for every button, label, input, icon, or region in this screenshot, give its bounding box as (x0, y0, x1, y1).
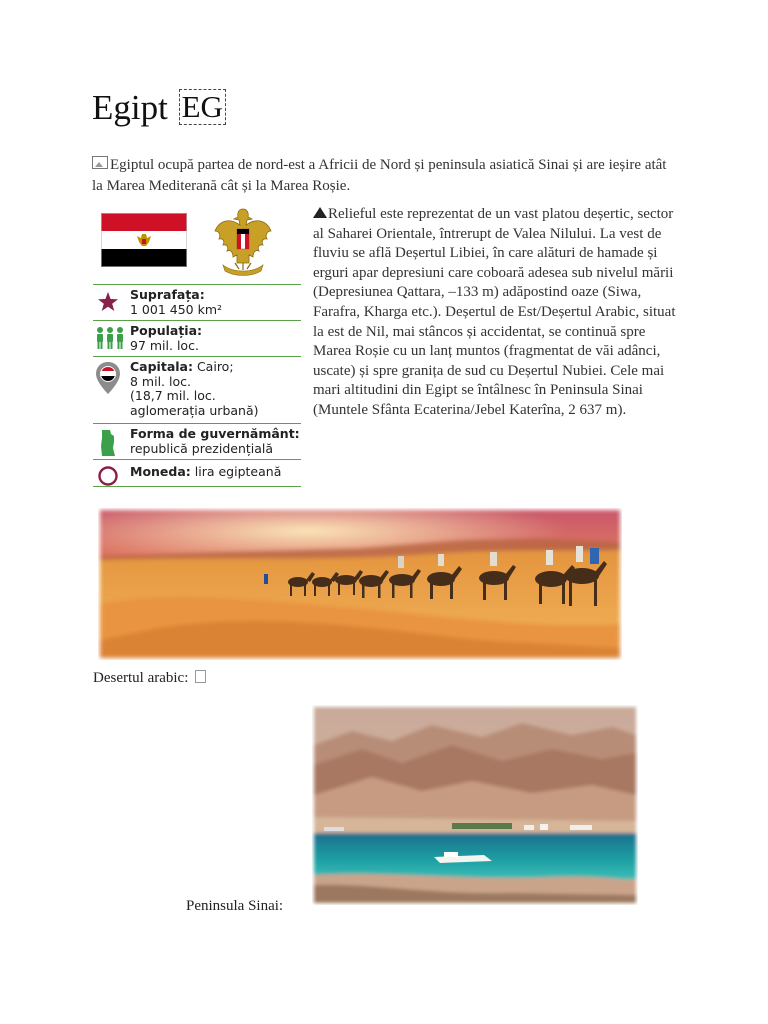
fact-value: 97 mil. loc. (130, 337, 199, 353)
country-shape-icon (95, 428, 121, 458)
fact-area (93, 284, 301, 320)
relief-paragraph (313, 205, 685, 421)
fact-government (93, 423, 301, 459)
circle-icon (95, 463, 121, 489)
desert-caption (93, 670, 206, 687)
intro-paragraph (92, 155, 677, 197)
fact-capital (93, 356, 301, 423)
egypt-flag (101, 213, 187, 267)
relief-text: Relieful este reprezentat de un vast platou deșertic, sector al Saharei Orientale, întrerupt de Valea Nilului. La vest de fluviu se află Deșertul Libiei, în care alături de hamade și erguri apar depresiuni care coboară adesea sub nivelul mării (Depresiunea Qattara, –133 m) adăpostind oaze (Siwa, Farafra, Kharga etc.). Deșertul de Est/Deșertul Arabic, situat la est de Nil, mai stâncos și accidentat, se continuă spre Marea Roșie cu un lanț muntos (fragmentat de văi adânci, uscate) și spre granița de sud cu Deșertul Nubiei. Cele mai mari altitudini din Egipt se întâlnesc în Peninsula Sinai (Muntele Sfânta Ecaterina/Jebel Katerîna, 2 637 m). (313, 206, 676, 418)
flag-emoji-glyph: EG (179, 89, 226, 125)
broken-image-icon (92, 156, 108, 169)
fact-label: Moneda: (130, 464, 191, 479)
fact-value: republică prezidențială (130, 440, 274, 456)
fact-currency (93, 459, 301, 487)
fact-label: Capitala: (130, 359, 193, 374)
fact-value: aglomerația urbană) (130, 402, 259, 418)
title-text: Egipt (92, 88, 168, 127)
sinai-caption: Peninsula Sinai: (186, 898, 284, 914)
sinai-sea-mountains-photo (312, 705, 638, 905)
fact-label: Suprafața: (130, 287, 205, 302)
star-icon (95, 289, 121, 315)
fact-inline-value: lira egipteană (190, 464, 282, 479)
fact-label: Populația: (130, 323, 203, 338)
desert-camel-caravan-photo (98, 508, 622, 660)
country-factbox (93, 200, 301, 490)
fact-value: 8 mil. loc. (130, 373, 191, 389)
egypt-coat-of-arms (213, 205, 273, 279)
intro-text: Egiptul ocupă partea de nord-est a Africii de Nord și peninsula asiatică Sinai și are ieșire atât la Marea Mediterană cât și la Marea Roșie. (92, 157, 667, 194)
facts-list (93, 284, 301, 487)
fact-inline-value: Cairo; (192, 359, 234, 374)
mountain-icon (313, 207, 327, 218)
desert-caption-text: Desertul arabic: (93, 670, 189, 686)
fact-population (93, 320, 301, 356)
fact-value: (18,7 mil. loc. (130, 388, 216, 403)
fact-value: 1 001 450 km² (130, 301, 223, 317)
population-icon (95, 325, 125, 351)
fact-label: Forma de guvernământ: (130, 426, 300, 441)
broken-image-icon (195, 670, 206, 683)
map-pin-icon (95, 361, 121, 395)
page-title (92, 86, 226, 130)
